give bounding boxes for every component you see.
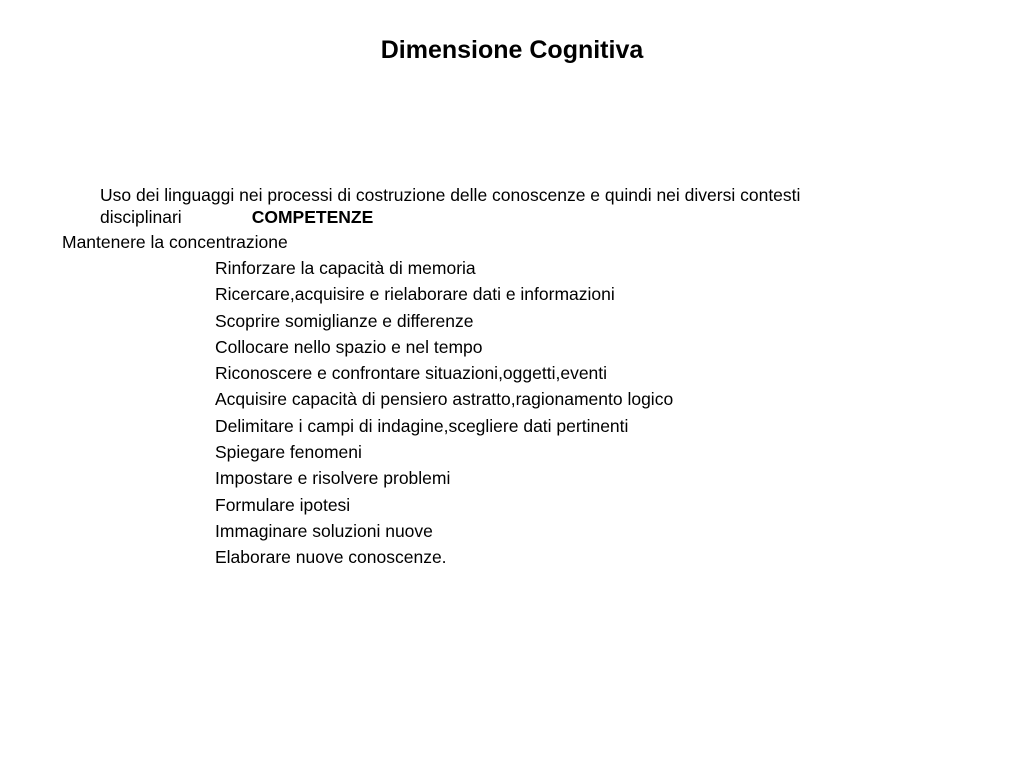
list-item: Acquisire capacità di pensiero astratto,ragionamento logico: [215, 389, 674, 410]
list-item: Delimitare i campi di indagine,scegliere dati pertinenti: [215, 415, 629, 436]
intro-line-2: disciplinari: [100, 207, 182, 227]
list-item: Immaginare soluzioni nuove: [215, 520, 433, 541]
list-item: Scoprire somiglianze e differenze: [215, 310, 474, 331]
slide-title: Dimensione Cognitiva: [380, 36, 644, 64]
list-item: Impostare e risolvere problemi: [215, 468, 451, 489]
competence-list: [215, 257, 673, 573]
lead-item: Mantenere la concentrazione: [62, 232, 288, 252]
list-item: Formulare ipotesi: [215, 494, 351, 515]
competenze-label: COMPETENZE: [251, 207, 374, 227]
list-item: Elaborare nuove conoscenze.: [215, 547, 447, 568]
list-item: Riconoscere e confrontare situazioni,oggetti,eventi: [215, 363, 608, 384]
intro-paragraph: [100, 184, 930, 228]
list-item: Spiegare fenomeni: [215, 442, 362, 463]
list-item: Rinforzare la capacità di memoria: [215, 258, 476, 278]
intro-line-1: Uso dei linguaggi nei processi di costruzione delle conoscenze e quindi nei diversi contesti: [100, 185, 801, 205]
list-item: Ricercare,acquisire e rielaborare dati e informazioni: [215, 284, 615, 305]
list-item: Collocare nello spazio e nel tempo: [215, 336, 483, 357]
